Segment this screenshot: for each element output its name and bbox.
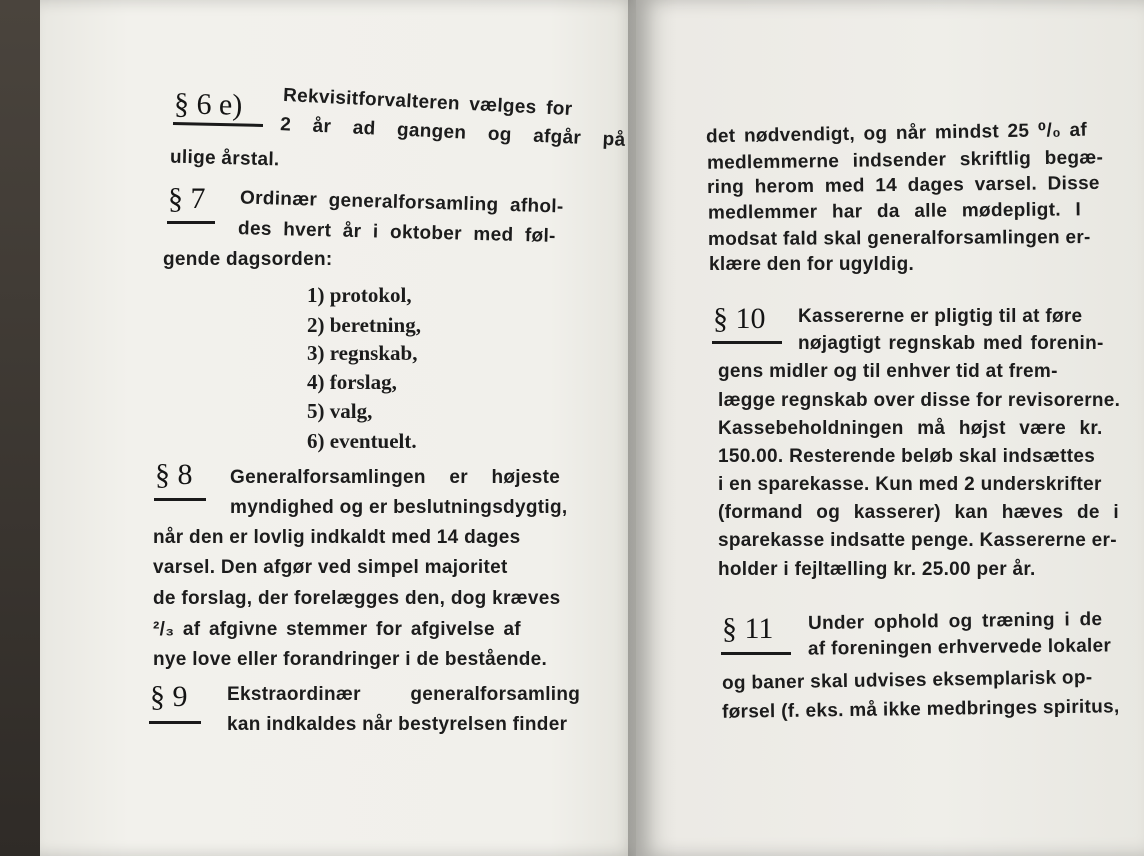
section-7-heading: § 7: [168, 182, 206, 215]
section-6e-heading: § 6 e): [173, 87, 243, 122]
agenda-item-3: 3) regnskab,: [307, 341, 418, 365]
section-10-line-9: sparekasse indsatte penge. Kassererne er-: [718, 530, 1117, 551]
section-8-line-2: myndighed og er beslutningsdygtig,: [230, 497, 568, 518]
section-9-cont-line-3: ring herom med 14 dages varsel. Disse: [706, 172, 1100, 199]
section-7-underline: [167, 221, 215, 224]
section-10-line-4: lægge regnskab over disse for revisorerne.: [718, 390, 1121, 411]
section-10-line-10: holder i fejltælling kr. 25.00 per år.: [718, 559, 1036, 580]
section-9-heading: § 9: [150, 680, 188, 713]
section-6e-underline: [173, 122, 263, 127]
section-11-underline: [721, 652, 791, 655]
section-11-line-3: og baner skal udvises eksemplarisk op-: [721, 667, 1093, 694]
section-8-line-7: nye love eller forandringer i de bestående.: [153, 649, 548, 670]
section-8-underline: [154, 498, 206, 501]
section-11-line-1: Under ophold og træning i de: [807, 608, 1103, 635]
agenda-item-1: 1) protokol,: [307, 283, 412, 307]
agenda-item-2: 2) beretning,: [307, 313, 421, 337]
section-8-line-6: ²/₃ af afgivne stemmer for afgivelse af: [153, 619, 521, 640]
section-7-line-2: des hvert år i oktober med føl-: [237, 218, 556, 247]
section-10-line-1: Kassererne er pligtig til at føre: [798, 306, 1083, 327]
section-6e-line-2: 2 år ad gangen og afgår på: [279, 114, 626, 151]
agenda-item-5: 5) valg,: [307, 399, 373, 423]
section-9-cont-line-6: klære den for ugyldig.: [709, 254, 915, 275]
right-page: [636, 0, 1144, 856]
section-10-underline: [712, 341, 782, 344]
section-9-cont-line-5: modsat fald skal generalforsamlingen er-: [707, 226, 1091, 251]
section-9-line-1: Ekstraordinær generalforsamling: [227, 684, 581, 705]
section-10-line-7: i en sparekasse. Kun med 2 underskrifter: [718, 474, 1102, 495]
section-9-line-2: kan indkaldes når bestyrelsen finder: [227, 714, 568, 735]
section-6e-line-3: ulige årstal.: [169, 146, 280, 171]
section-10-line-6: 150.00. Resterende beløb skal indsættes: [718, 446, 1096, 467]
section-8-line-5: de forslag, der forelægges den, dog kræves: [153, 588, 561, 609]
section-8-heading: § 8: [155, 458, 193, 491]
section-10-line-3: gens midler og til enhver tid at frem-: [718, 361, 1058, 382]
section-7-line-3: gende dagsorden:: [163, 249, 333, 270]
section-8-line-4: varsel. Den afgør ved simpel majoritet: [153, 557, 508, 578]
section-10-heading: § 10: [713, 302, 766, 335]
section-6e-line-1: Rekvisitforvalteren vælges for: [282, 84, 573, 121]
section-8-line-1: Generalforsamlingen er højeste: [230, 467, 561, 488]
section-10-line-2: nøjagtigt regnskab med forenin-: [798, 333, 1104, 354]
section-10-line-5: Kassebeholdningen må højst være kr.: [718, 418, 1103, 439]
left-page: [40, 0, 640, 856]
agenda-item-4: 4) forslag,: [307, 370, 397, 394]
section-11-line-4: førsel (f. eks. må ikke medbringes spiritus,: [721, 696, 1120, 723]
section-9-underline: [149, 721, 201, 724]
section-7-line-1: Ordinær generalforsamling afhol-: [239, 187, 564, 218]
section-10-line-8: (formand og kasserer) kan hæves de i: [718, 502, 1119, 523]
section-9-cont-line-4: medlemmer har da alle mødepligt. I: [707, 199, 1082, 224]
section-8-line-3: når den er lovlig indkaldt med 14 dages: [153, 527, 521, 548]
agenda-item-6: 6) eventuelt.: [307, 429, 417, 453]
section-9-cont-line-2: medlemmerne indsender skriftlig begæ-: [706, 147, 1104, 174]
section-11-line-2: af foreningen erhvervede lokaler: [807, 635, 1112, 660]
section-9-cont-line-1: det nødvendigt, og når mindst 25 ⁰/₀ af: [705, 119, 1088, 148]
section-11-heading: § 11: [722, 612, 774, 645]
